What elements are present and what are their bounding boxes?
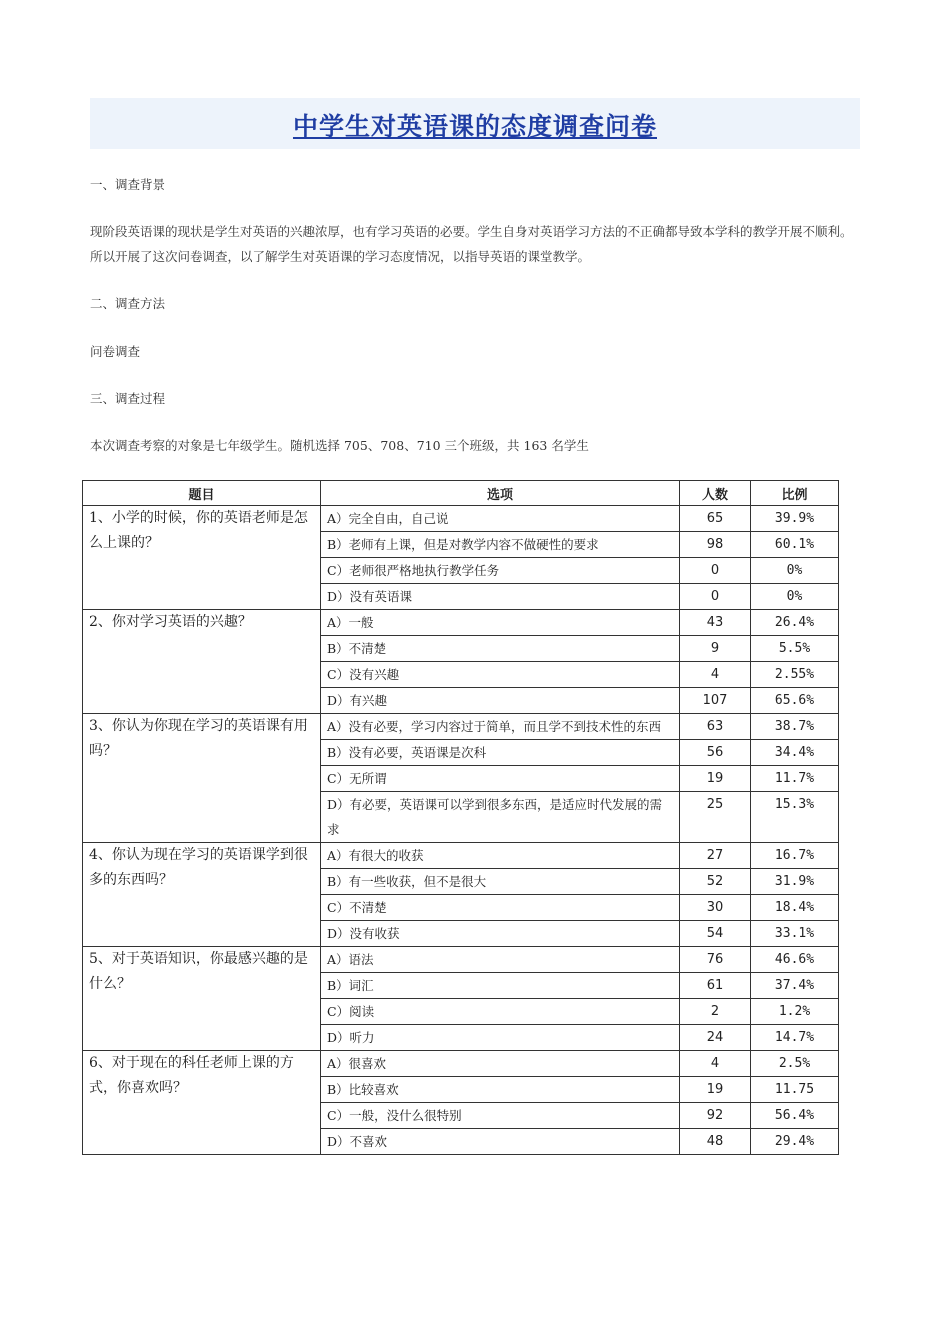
- option-cell: D）没有英语课: [321, 584, 680, 610]
- option-cell: C）无所谓: [321, 766, 680, 792]
- count-cell: 52: [680, 869, 751, 895]
- section-2-body: 问卷调查: [90, 344, 141, 359]
- option-cell: A）语法: [321, 947, 680, 973]
- ratio-cell: 33.1%: [751, 921, 839, 947]
- ratio-cell: 15.3%: [751, 792, 839, 843]
- count-cell: 98: [680, 532, 751, 558]
- ratio-cell: 14.7%: [751, 1025, 839, 1051]
- ratio-cell: 16.7%: [751, 843, 839, 869]
- ratio-cell: 5.5%: [751, 636, 839, 662]
- ratio-cell: 38.7%: [751, 714, 839, 740]
- table-row: [83, 714, 839, 740]
- question-cell: 3、你认为你现在学习的英语课有用吗？: [83, 714, 321, 843]
- count-cell: 48: [680, 1129, 751, 1155]
- option-cell: A）一般: [321, 610, 680, 636]
- question-cell: 4、你认为现在学习的英语课学到很多的东西吗？: [83, 843, 321, 947]
- option-cell: B）有一些收获，但不是很大: [321, 869, 680, 895]
- section-1-body: 现阶段英语课的现状是学生对英语的兴趣浓厚，也有学习英语的必要。学生自身对英语学习方法的不正确都导致本学科的教学开展不顺利。所以开展了这次问卷调查，以了解学生对英语课的学习态度情况，以指导英语的课堂教学。: [90, 224, 853, 264]
- option-cell: D）没有收获: [321, 921, 680, 947]
- count-cell: 4: [680, 662, 751, 688]
- option-cell: D）有兴趣: [321, 688, 680, 714]
- option-cell: D）听力: [321, 1025, 680, 1051]
- option-cell: B）老师有上课，但是对教学内容不做硬性的要求: [321, 532, 680, 558]
- option-cell: C）老师很严格地执行教学任务: [321, 558, 680, 584]
- count-cell: 25: [680, 792, 751, 843]
- table-row: [83, 506, 839, 532]
- question-cell: 1、小学的时候，你的英语老师是怎么上课的？: [83, 506, 321, 610]
- option-cell: B）不清楚: [321, 636, 680, 662]
- ratio-cell: 56.4%: [751, 1103, 839, 1129]
- ratio-cell: 31.9%: [751, 869, 839, 895]
- option-cell: A）没有必要，学习内容过于简单，而且学不到技术性的东西: [321, 714, 680, 740]
- title-banner: [90, 98, 860, 149]
- count-cell: 63: [680, 714, 751, 740]
- count-cell: 61: [680, 973, 751, 999]
- ratio-cell: 46.6%: [751, 947, 839, 973]
- count-cell: 92: [680, 1103, 751, 1129]
- ratio-cell: 18.4%: [751, 895, 839, 921]
- option-cell: D）不喜欢: [321, 1129, 680, 1155]
- table-row: [83, 1051, 839, 1077]
- option-cell: C）阅读: [321, 999, 680, 1025]
- ratio-cell: 29.4%: [751, 1129, 839, 1155]
- option-cell: A）有很大的收获: [321, 843, 680, 869]
- ratio-cell: 39.9%: [751, 506, 839, 532]
- count-cell: 24: [680, 1025, 751, 1051]
- count-cell: 2: [680, 999, 751, 1025]
- question-cell: 5、对于英语知识，你最感兴趣的是什么？: [83, 947, 321, 1051]
- header-ratio: 比例: [751, 481, 839, 506]
- option-cell: C）一般，没什么很特别: [321, 1103, 680, 1129]
- ratio-cell: 11.75: [751, 1077, 839, 1103]
- count-cell: 65: [680, 506, 751, 532]
- count-cell: 19: [680, 1077, 751, 1103]
- ratio-cell: 2.55%: [751, 662, 839, 688]
- ratio-cell: 65.6%: [751, 688, 839, 714]
- section-3-body: 本次调查考察的对象是七年级学生。随机选择 705、708、710 三个班级，共 163 名学生: [90, 438, 589, 453]
- table-header-row: [83, 481, 839, 506]
- document-title: 中学生对英语课的态度调查问卷: [292, 112, 657, 141]
- option-cell: C）不清楚: [321, 895, 680, 921]
- option-cell: A）完全自由，自己说: [321, 506, 680, 532]
- count-cell: 9: [680, 636, 751, 662]
- option-cell: B）词汇: [321, 973, 680, 999]
- option-cell: C）没有兴趣: [321, 662, 680, 688]
- table-row: [83, 947, 839, 973]
- ratio-cell: 1.2%: [751, 999, 839, 1025]
- option-cell: A）很喜欢: [321, 1051, 680, 1077]
- ratio-cell: 60.1%: [751, 532, 839, 558]
- count-cell: 30: [680, 895, 751, 921]
- ratio-cell: 11.7%: [751, 766, 839, 792]
- question-cell: 2、你对学习英语的兴趣？: [83, 610, 321, 714]
- ratio-cell: 0%: [751, 558, 839, 584]
- count-cell: 56: [680, 740, 751, 766]
- section-3-heading: 三、调查过程: [90, 391, 166, 406]
- option-cell: B）比较喜欢: [321, 1077, 680, 1103]
- count-cell: 19: [680, 766, 751, 792]
- section-2-heading: 二、调查方法: [90, 296, 166, 311]
- count-cell: 4: [680, 1051, 751, 1077]
- survey-results-table: [82, 480, 839, 1155]
- count-cell: 54: [680, 921, 751, 947]
- count-cell: 43: [680, 610, 751, 636]
- option-cell: B）没有必要，英语课是次科: [321, 740, 680, 766]
- ratio-cell: 0%: [751, 584, 839, 610]
- count-cell: 27: [680, 843, 751, 869]
- question-cell: 6、对于现在的科任老师上课的方式，你喜欢吗？: [83, 1051, 321, 1155]
- table-row: [83, 610, 839, 636]
- count-cell: 76: [680, 947, 751, 973]
- header-count: 人数: [680, 481, 751, 506]
- count-cell: 0: [680, 584, 751, 610]
- section-1-heading: 一、调查背景: [90, 177, 166, 192]
- option-cell: D）有必要，英语课可以学到很多东西，是适应时代发展的需求: [321, 792, 680, 843]
- ratio-cell: 37.4%: [751, 973, 839, 999]
- table-row: [83, 843, 839, 869]
- header-question: 题目: [83, 481, 321, 506]
- header-option: 选项: [321, 481, 680, 506]
- count-cell: 107: [680, 688, 751, 714]
- ratio-cell: 34.4%: [751, 740, 839, 766]
- count-cell: 0: [680, 558, 751, 584]
- ratio-cell: 26.4%: [751, 610, 839, 636]
- ratio-cell: 2.5%: [751, 1051, 839, 1077]
